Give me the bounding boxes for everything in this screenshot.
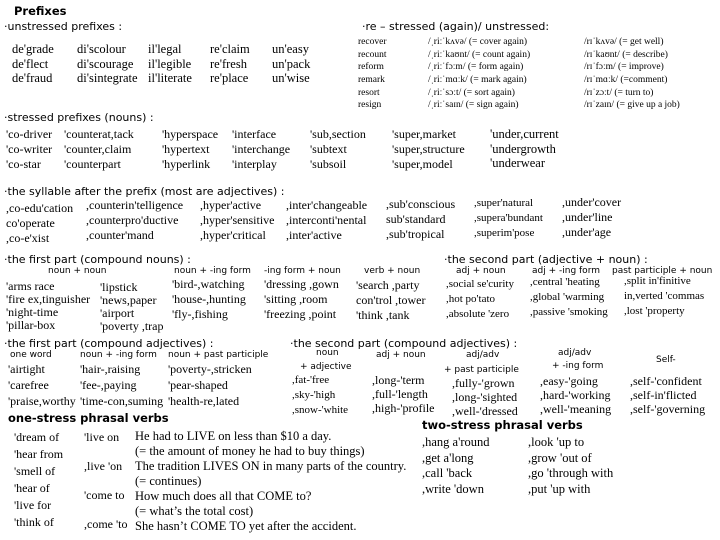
- syllable-heading: · the syllable after the prefix (most are adjectives) :: [4, 186, 285, 197]
- compound-adj-second-sub5: Self-: [656, 355, 676, 365]
- compound-adj-second-col5: ,self-'confident ,self-in'flicted ,self-'governing: [630, 374, 706, 416]
- compound-nouns-mid-col1: 'dressing ,gown 'sitting ,room 'freezing ,point: [264, 277, 339, 321]
- stressed-col-7: 'under,current 'undergrowth 'underwear: [490, 127, 559, 170]
- stressed-col-6: 'super,market 'super,structure 'super,model: [392, 127, 465, 171]
- compound-adj-second-sub1b: + adjective: [300, 362, 352, 372]
- unstressed-col-2: di'scolour di'scourage di'sintegrate: [77, 42, 138, 85]
- compound-nouns-first-sub1: noun + noun: [48, 266, 107, 276]
- one-stress-examples: He had to LIVE on less than $10 a day. (= the amount of money he had to buy things) The tradition LIVES ON in many parts of the country. (= continues) How much does all that COME to? (= what’s the total cost) She hasn’t COME TO yet after the accident.: [135, 429, 407, 533]
- unstressed-col-3: il'legal il'legible il'literate: [148, 42, 192, 85]
- compound-nouns-mid-col2: 'search ,party con'trol ,tower 'think ,tank: [356, 278, 426, 322]
- compound-adj-first-col2: 'hair-,raising 'fee-,paying 'time-con,suming: [80, 362, 164, 408]
- restressed-heading: · re – stressed (again)/ unstressed:: [362, 21, 549, 32]
- unstressed-col-4: re'claim re'fresh re'place: [210, 42, 250, 85]
- one-stress-col2: 'live on ,live 'on 'come to ,come 'to: [84, 430, 128, 531]
- compound-adj-second-col4: ,easy-'going ,hard-'working ,well-'meaning: [540, 374, 612, 416]
- compound-adj-second-sub3a: adj/adv: [466, 350, 500, 360]
- stressed-col-4: 'interface 'interchange 'interplay: [232, 127, 291, 171]
- compound-adj-second-col3: ,fully-'grown ,long-'sighted ,well-'dressed: [452, 376, 518, 418]
- compound-adj-first-col3: 'poverty-,stricken 'pear-shaped 'health-re,lated: [168, 362, 252, 408]
- stressed-nouns-heading: · stressed prefixes (nouns) :: [4, 112, 154, 123]
- restressed-words: recover recount reform remark resort resign: [358, 37, 387, 111]
- compound-nouns-second-col2: ,central 'heating ,global 'warming ,passive 'smoking: [530, 276, 608, 318]
- compound-adj-second-sub3b: + past participle: [444, 365, 519, 375]
- compound-adj-first-sub1: one word: [10, 350, 52, 360]
- syllable-col-6: ,super'natural ,supera'bundant ,superim'pose: [474, 197, 543, 239]
- compound-adj-second-col2: ,long-'term ,full-'length ,high-'profile: [372, 373, 435, 415]
- compound-adj-second-sub4b: + -ing form: [552, 361, 604, 371]
- restressed-again: /ˌriːˈkʌvə/ (= cover again) /ˌriːˈkaʊnt/ (= count again) /ˌriːˈfɔːm/ (= form again) /ˌriːˈmɑːk/ (= mark again) /ˌriːˈsɔːt/ (= sort again) /ˌriːˈsaɪn/ (= sign again): [428, 37, 531, 111]
- compound-adj-second-sub1a: noun: [316, 348, 339, 358]
- compound-nouns-first-col1: 'arms race 'fire ex,tinguisher 'night-time 'pillar-box: [6, 279, 91, 332]
- compound-nouns-second-col1: ,social se'curity ,hot po'tato ,absolute 'zero: [446, 278, 514, 320]
- unstressed-col-5: un'easy un'pack un'wise: [272, 42, 311, 85]
- syllable-col-1: ,co-edu'cation co'operate ,co-e'xist: [6, 201, 74, 245]
- unstressed-col-1: de'grade de'flect de'fraud: [12, 42, 54, 85]
- compound-adj-first-col1: 'airtight 'carefree 'praise,worthy: [8, 362, 76, 408]
- syllable-col-2: ,counterin'telligence ,counterpro'ductive ,counter'mand: [86, 198, 184, 242]
- compound-adj-second-heading: · the second part (compound adjectives) :: [290, 338, 517, 349]
- syllable-col-4: ,inter'changeable ,interconti'nental ,inter'active: [286, 198, 368, 242]
- stressed-col-5: 'sub,section 'subtext 'subsoil: [310, 127, 366, 171]
- two-stress-col1: ,hang a'round ,get a'long ,call 'back ,write 'down: [422, 435, 490, 496]
- syllable-col-5: ,sub'conscious sub'standard ,sub'tropical: [386, 197, 456, 241]
- restressed-unstressed: /rɪˈkʌvə/ (= get well) /rɪˈkaʊnt/ (= describe) /rɪˈfɔːm/ (= improve) /rɪˈmɑːk/ (=comment) /rɪˈzɔːt/ (= turn to) /rɪˈzaɪn/ (= give up a job): [584, 37, 680, 111]
- compound-nouns-second-sub1: adj + noun: [456, 266, 506, 276]
- compound-nouns-first-heading: · the first part (compound nouns) :: [4, 254, 191, 265]
- compound-adj-first-sub3: noun + past participle: [168, 350, 269, 360]
- compound-nouns-mid-sub1: -ing form + noun: [264, 266, 341, 276]
- compound-nouns-second-heading: · the second part (adjective + noun) :: [444, 254, 648, 265]
- compound-adj-second-sub2: adj + noun: [376, 350, 426, 360]
- compound-nouns-mid-sub2: verb + noun: [364, 266, 421, 276]
- compound-adj-first-heading: · the first part (compound adjectives) :: [4, 338, 213, 349]
- compound-nouns-first-sub2: noun + -ing form: [174, 266, 251, 276]
- compound-nouns-first-col2: 'lipstick 'news,paper 'airport 'poverty ,trap: [100, 280, 164, 333]
- compound-nouns-second-sub2: adj + -ing form: [532, 266, 601, 276]
- compound-adj-first-sub2: noun + -ing form: [80, 350, 157, 360]
- stressed-col-1: 'co-driver 'co-writer 'co-star: [6, 127, 53, 171]
- compound-adj-second-col1: ,fat-'free ,sky-'high ,snow-'white: [292, 374, 349, 416]
- compound-nouns-first-col3: 'bird-,watching 'house-,hunting 'fly-,fishing: [172, 277, 246, 321]
- compound-nouns-second-col3: ,split in'finitive in,verted 'commas ,lost 'property: [624, 275, 705, 317]
- one-stress-col1: 'dream of 'hear from 'smell of 'hear of 'live for 'think of: [14, 430, 64, 529]
- compound-nouns-second-sub3: past participle + noun: [612, 266, 713, 276]
- compound-adj-second-sub4a: adj/adv: [558, 348, 592, 358]
- stressed-col-3: 'hyperspace 'hypertext 'hyperlink: [162, 127, 219, 171]
- stressed-col-2: 'counterat,tack 'counter,claim 'counterpart: [64, 127, 134, 171]
- syllable-col-7: ,under'cover ,under'line ,under'age: [562, 195, 622, 239]
- two-stress-col2: ,look 'up to ,grow 'out of ,go 'through with ,put 'up with: [528, 435, 614, 496]
- two-stress-heading: two-stress phrasal verbs: [422, 418, 583, 432]
- unstressed-heading: · unstressed prefixes :: [4, 21, 122, 32]
- syllable-col-3: ,hyper'active ,hyper'sensitive ,hyper'critical: [200, 198, 275, 242]
- page-title: Prefixes: [14, 4, 67, 18]
- one-stress-heading: one-stress phrasal verbs: [8, 411, 169, 425]
